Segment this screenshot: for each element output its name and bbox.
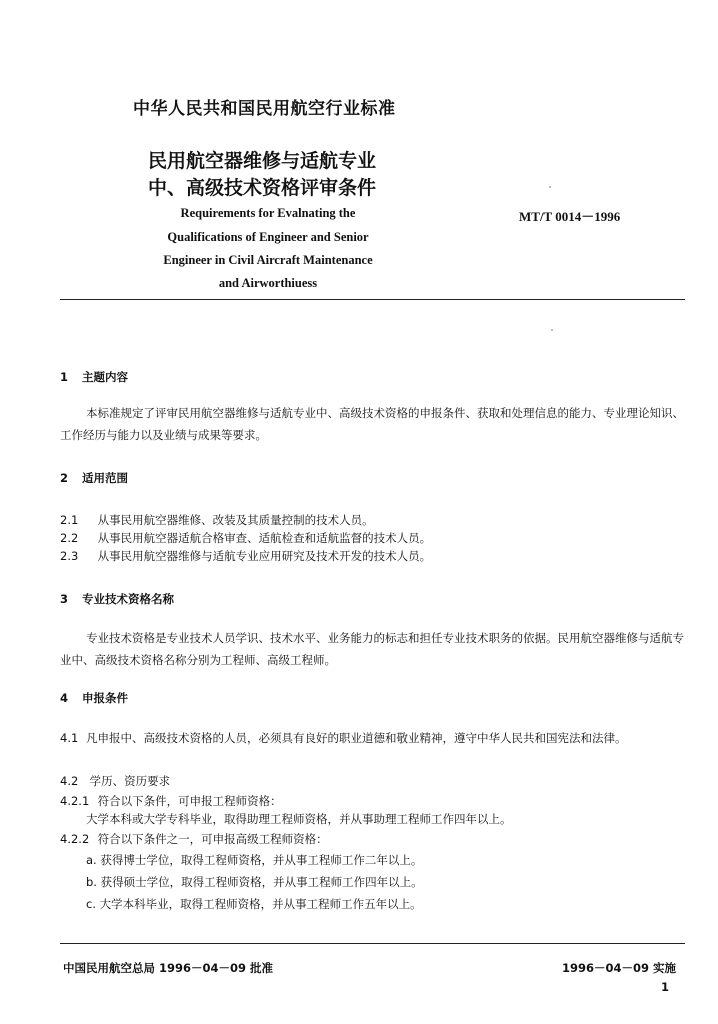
scan-speck (549, 186, 551, 188)
section-4-number: 4 (60, 691, 69, 705)
footer-rule (60, 943, 685, 944)
title-cn-line1: 民用航空器维修与适航专业 (148, 150, 377, 172)
section-1-title: 主题内容 (82, 370, 129, 384)
clause-text: 从事民用航空器适航合格审查、适航检查和适航监督的技术人员。 (97, 531, 432, 545)
section-3-text: 专业技术资格是专业技术人员学识、技术水平、业务能力的标志和担任专业技术职务的依据。民用航空器维修与适航专业中、高级技术资格名称分别为工程师、高级工程师。 (60, 631, 684, 667)
section-3-number: 3 (60, 592, 69, 606)
clause-text: 学历、资历要求 (89, 774, 171, 788)
clause-number: 2.3 (60, 549, 79, 563)
clause-number: 2.1 (60, 513, 79, 527)
list-item: a. 获得博士学位，取得工程师资格，并从事工程师工作二年以上。 (86, 853, 423, 867)
clause-number: 4.1 (60, 731, 79, 745)
scan-speck (551, 329, 553, 331)
clause-text: 符合以下条件之一，可申报高级工程师资格： (97, 832, 328, 846)
clause-number: 4.2.1 (60, 794, 90, 808)
title-en-line1: Requirements for Evalnating the (180, 206, 356, 220)
section-3-heading (60, 591, 174, 607)
section-3-title: 专业技术资格名称 (82, 592, 175, 606)
clause-text: 从事民用航空器维修与适航专业应用研究及技术开发的技术人员。 (97, 549, 432, 563)
title-cn-line2: 中、高级技术资格评审条件 (148, 177, 377, 199)
page-number: 1 (661, 980, 670, 994)
header-rule (60, 299, 685, 300)
list-item (60, 530, 431, 546)
title-en-line2: Qualifications of Engineer and Senior (167, 230, 369, 244)
clause-number: 4.2 (60, 774, 79, 788)
list-item: c. 大学本科毕业，取得工程师资格，并从事工程师工作五年以上。 (86, 897, 422, 911)
title-en-line3: Engineer in Civil Aircraft Maintenance (163, 253, 373, 267)
clause-4-2-1 (60, 793, 282, 809)
clause-4-1 (60, 727, 685, 749)
list-item: b. 获得硕士学位，取得工程师资格，并从事工程师工作四年以上。 (86, 875, 423, 889)
title-en-line4: and Airworthiuess (218, 276, 318, 290)
section-4-heading (60, 690, 128, 706)
clause-4-2-2 (60, 831, 328, 847)
approval-text: 中国民用航空总局 1996－04－09 批准 (63, 961, 274, 975)
clause-text: 凡申报中、高级技术资格的人员，必须具有良好的职业道德和敬业精神，遵守中华人民共和国宪法和法律。 (86, 731, 627, 745)
clause-4-2-1-detail: 大学本科或大学专科毕业，取得助理工程师资格，并从事助理工程师工作四年以上。 (86, 812, 512, 826)
clause-number: 2.2 (60, 531, 79, 545)
clause-4-2 (60, 773, 170, 789)
section-2-heading (60, 470, 128, 486)
section-1-number: 1 (60, 370, 69, 384)
section-1-text: 本标准规定了评审民用航空器维修与适航专业中、高级技术资格的申报条件、获取和处理信息的能力、专业理论知识、工作经历与能力以及业绩与成果等要求。 (60, 406, 684, 442)
list-item (60, 512, 374, 528)
section-1-heading (60, 369, 128, 385)
section-2-title: 适用范围 (82, 471, 129, 485)
list-item (60, 548, 431, 564)
standard-code: MT/T 0014－1996 (519, 209, 621, 224)
clause-text: 符合以下条件，可申报工程师资格： (97, 794, 282, 808)
clause-number: 4.2.2 (60, 832, 90, 846)
section-4-title: 申报条件 (82, 691, 129, 705)
section-2-number: 2 (60, 471, 69, 485)
clause-text: 从事民用航空器维修、改装及其质量控制的技术人员。 (97, 513, 374, 527)
effective-date: 1996－04－09 实施 (562, 961, 677, 975)
issuing-organization: 中华人民共和国民用航空行业标准 (133, 99, 396, 119)
